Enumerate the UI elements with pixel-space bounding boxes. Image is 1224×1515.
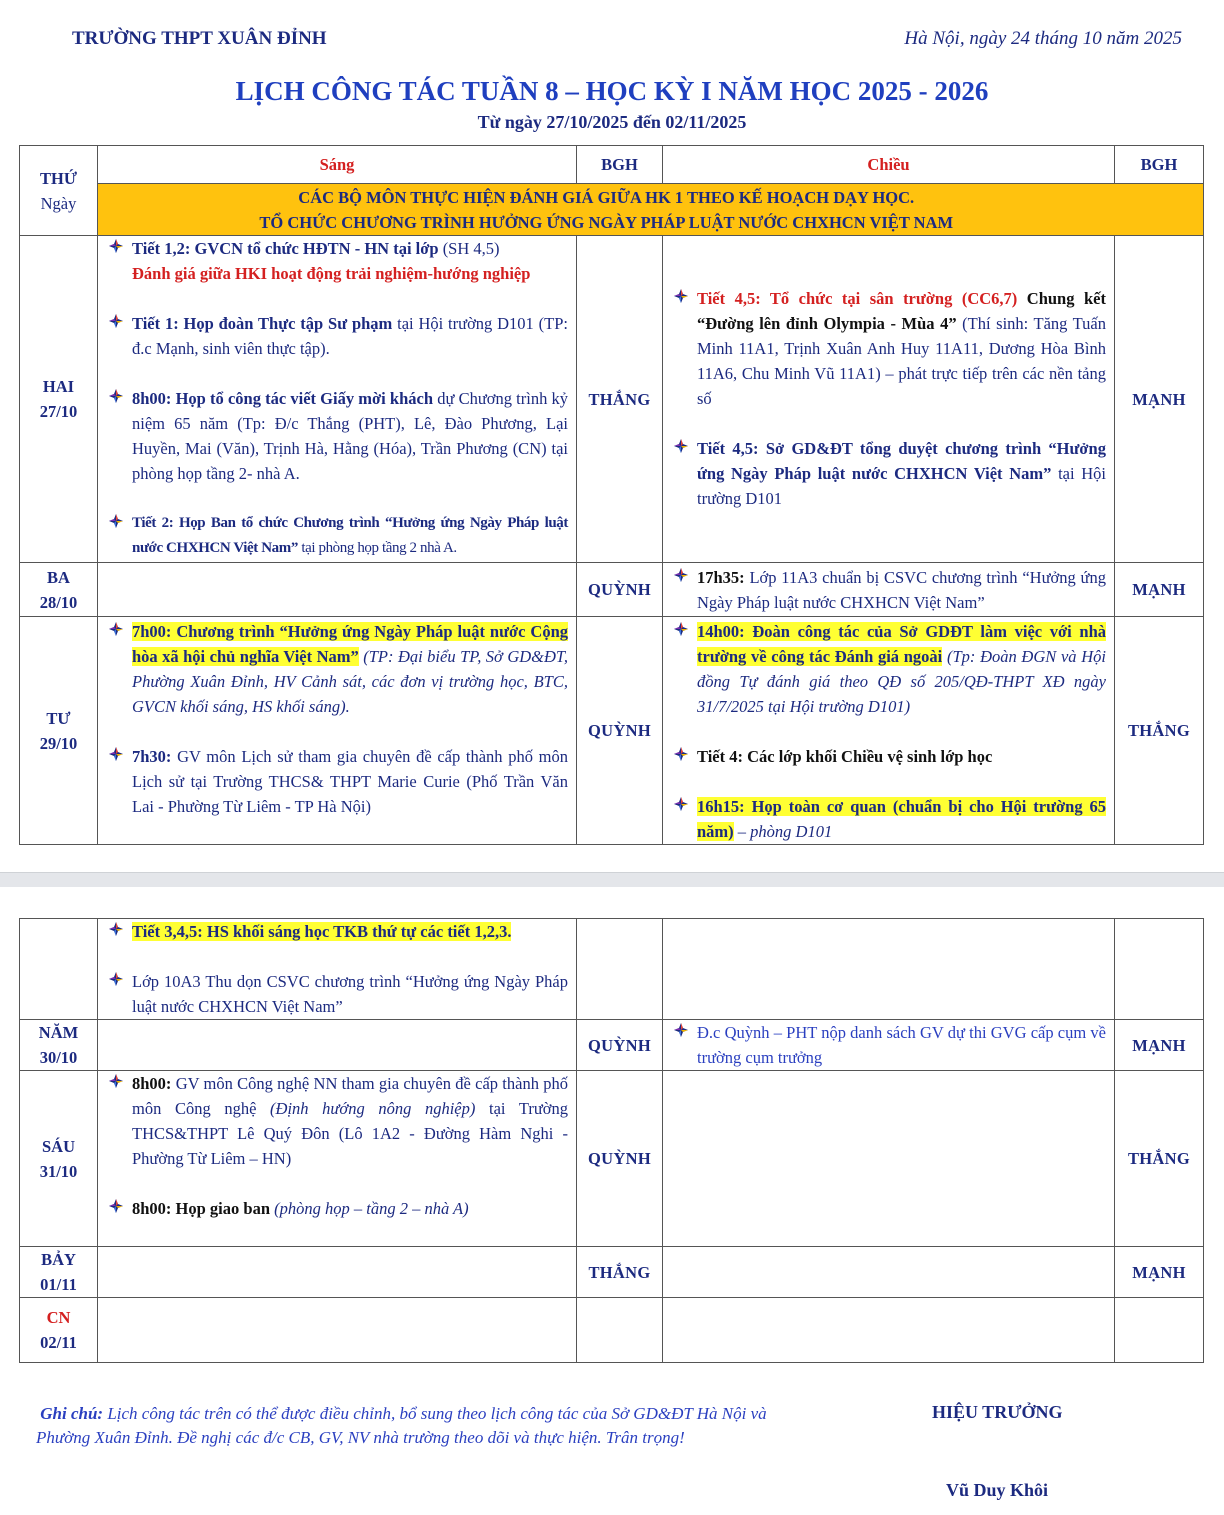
schedule-table-page-1	[19, 145, 1204, 845]
text: 7h00: Chương trình “Hưởng ứng Ngày Pháp luật nước Cộng hòa xã hội chủ nghĩa Việt Nam”	[132, 622, 568, 666]
banner-line-2: TỔ CHỨC CHƯƠNG TRÌNH HƯỞNG ỨNG NGÀY PHÁP LUẬT NƯỚC CHXHCN VIỆT NAM	[259, 212, 954, 232]
pushpin-bullet-icon	[673, 796, 689, 812]
school-name: TRƯỜNG THPT XUÂN ĐỈNH	[72, 28, 327, 49]
text: 17h35:	[697, 568, 745, 587]
ba-chieu-item-1	[663, 565, 1106, 615]
pushpin-bullet-icon	[673, 1022, 689, 1038]
text: GV môn Công nghệ NN tham gia chuyên đề cấp thành phố môn Công nghệ	[132, 1074, 568, 1118]
text: Tiết 1: Họp đoàn Thực tập Sư phạm	[132, 314, 393, 333]
hai-chieu-item-1	[663, 286, 1106, 411]
text: Tiết 4: Các lớp khối Chiều vệ sinh lớp học	[697, 747, 993, 766]
nam-sang	[98, 1020, 577, 1071]
pushpin-bullet-icon	[108, 921, 124, 937]
hai-sang-item-4	[98, 511, 568, 561]
text: dự Chương trình kỷ niệm 65 năm (Tp: Đ/c Thắng (PHT), Lê, Đào Phương, Lại Huyền, Mai (Văn), Trịnh Hà, Hằng (Hóa), Trần Phương (CN) tại phòng họp tầng 2- nhà A.	[132, 389, 569, 483]
header-thu-ngay	[20, 146, 98, 236]
pushpin-bullet-icon	[673, 746, 689, 762]
text: (TP: Đại biểu TP, Sở GD&ĐT, Phường Xuân Đỉnh, HV Cảnh sát, các đơn vị trường học, BTC, GVCN khối sáng, HS khối sáng).	[132, 647, 568, 716]
text: – phòng D101	[733, 822, 833, 841]
cn-bgh-sang	[577, 1298, 663, 1363]
day-name: SÁU	[41, 1136, 75, 1156]
text: Đánh giá giữa HKI hoạt động trải nghiệm-hướng nghiệp	[132, 264, 531, 283]
hai-sang-item-3	[98, 386, 568, 486]
ba-bgh-sang: QUỲNH	[577, 563, 663, 617]
cn-bgh-chieu	[1115, 1298, 1204, 1363]
banner-line-1: CÁC BỘ MÔN THỰC HIỆN ĐÁNH GIÁ GIỮA HK 1 THEO KẾ HOẠCH DẠY HỌC.	[298, 187, 915, 207]
text: 8h00: Họp giao ban	[132, 1199, 270, 1218]
tu-cont-sang	[98, 919, 577, 1020]
header-thu: THỨ	[40, 168, 77, 188]
text: (SH 4,5)	[438, 239, 500, 258]
tu-sang	[98, 617, 577, 845]
note-text: Lịch công tác trên có thể được điều chỉnh, bổ sung theo lịch công tác của Sở GD&ĐT Hà Nội và Phường Xuân Đỉnh. Đề nghị các đ/c CB, GV, NV nhà trường theo dõi và thực hiện. Trân trọng!	[36, 1404, 767, 1447]
day-nam	[20, 1020, 98, 1071]
header-bgh-chieu: BGH	[1115, 146, 1204, 184]
row-ba	[20, 563, 1204, 617]
row-tu	[20, 617, 1204, 845]
header-sang: Sáng	[98, 146, 577, 184]
ba-sang	[98, 563, 577, 617]
text: tại Hội trường D101	[697, 464, 1106, 508]
pushpin-bullet-icon	[108, 313, 124, 329]
pushpin-bullet-icon	[673, 288, 689, 304]
sau-sang	[98, 1071, 577, 1247]
page-subtitle: Từ ngày 27/10/2025 đến 02/11/2025	[477, 112, 747, 132]
text: Tiết 4,5: Tổ chức tại sân trường (CC6,7)	[697, 289, 1018, 308]
row-cn	[20, 1298, 1204, 1363]
pushpin-bullet-icon	[108, 388, 124, 404]
note-label: Ghi chú:	[40, 1404, 104, 1423]
text: Đ.c Quỳnh – PHT nộp danh sách GV dự thi GVG cấp cụm về trường cụm trưởng	[697, 1023, 1106, 1067]
nam-chieu-item-1	[663, 1020, 1106, 1070]
footer-note	[36, 1402, 816, 1450]
pushpin-bullet-icon	[673, 567, 689, 583]
sau-sang-item-2	[98, 1196, 568, 1221]
pushpin-bullet-icon	[108, 971, 124, 987]
text: Lớp 10A3 Thu dọn CSVC chương trình “Hưởng ứng Ngày Pháp luật nước CHXHCN Việt Nam”	[132, 972, 568, 1016]
tu-chieu	[663, 617, 1115, 845]
page-title: LỊCH CÔNG TÁC TUẦN 8 – HỌC KỲ I NĂM HỌC 2025 - 2026	[235, 76, 989, 106]
tu-cont-bgh-sang	[577, 919, 663, 1020]
day-hai	[20, 236, 98, 563]
text: tại Trường THCS&THPT Lê Quý Đôn (Lô 1A2 - Đường Hàm Nghi - Phường Từ Liêm – HN)	[132, 1099, 568, 1168]
tu-chieu-item-1	[663, 619, 1106, 719]
text: 16h15: Họp toàn cơ quan (chuẩn bị cho Hội trường 65 năm)	[697, 797, 1106, 841]
row-nam	[20, 1020, 1204, 1071]
nam-chieu	[663, 1020, 1115, 1071]
cn-sang	[98, 1298, 577, 1363]
header-ngay: Ngày	[40, 193, 77, 213]
text: (Định hướng nông nghiệp)	[270, 1099, 476, 1118]
text: Tiết 2: Họp Ban tổ chức Chương trình “Hưởng ứng Ngày Pháp luật nước CHXHCN Việt Nam”	[132, 515, 568, 556]
hai-chieu-item-2	[663, 436, 1106, 511]
nam-bgh-sang: QUỲNH	[577, 1020, 663, 1071]
text: (Thí sinh: Tăng Tuấn Minh 11A1, Trịnh Xuân Anh Huy 11A11, Dương Hòa Bình 11A6, Chu Minh Vũ 11A1) – phát trực tiếp trên các nền tảng số	[697, 314, 1106, 408]
tu-cont-item-1	[98, 919, 568, 944]
bay-sang	[98, 1247, 577, 1298]
tu-cont-item-2	[98, 969, 568, 1019]
nam-bgh-chieu: MẠNH	[1115, 1020, 1204, 1071]
tu-cont-day	[20, 919, 98, 1020]
day-name: TƯ	[46, 708, 71, 728]
row-bay	[20, 1247, 1204, 1298]
text: (Tp: Đoàn ĐGN và Hội đồng Tự đánh giá theo QĐ số 205/QĐ-THPT XĐ ngày 31/7/2025 tại Hội trường D101)	[697, 647, 1106, 716]
ba-chieu	[663, 563, 1115, 617]
day-date: 31/10	[39, 1161, 78, 1181]
hai-sang-item-2	[98, 311, 568, 361]
pushpin-bullet-icon	[108, 1073, 124, 1089]
text: tại phòng họp tầng 2 nhà A.	[297, 540, 457, 556]
day-name: CN	[46, 1308, 71, 1327]
text: Tiết 4,5: Sở GD&ĐT tổng duyệt chương trình	[697, 439, 1042, 458]
row-hai	[20, 236, 1204, 563]
day-name: BẢY	[41, 1250, 76, 1269]
day-cn	[20, 1298, 98, 1363]
pushpin-bullet-icon	[108, 238, 124, 254]
tu-cont-bgh-chieu	[1115, 919, 1204, 1020]
tu-chieu-item-3	[663, 794, 1106, 844]
day-sau	[20, 1071, 98, 1247]
text: tại Hội trường D101 (TP: đ.c Mạnh, sinh viên thực tập).	[132, 314, 568, 358]
bay-bgh-sang: THẮNG	[577, 1247, 663, 1298]
text: 8h00: Họp tổ công tác viết Giấy mời khách	[132, 389, 434, 408]
bay-chieu	[663, 1247, 1115, 1298]
text: 8h00:	[132, 1074, 172, 1093]
day-date: 28/10	[39, 592, 78, 612]
text: Tiết 3,4,5: HS khối sáng học TKB thứ tự các tiết 1,2,3.	[132, 922, 512, 941]
tu-cont-chieu	[663, 919, 1115, 1020]
tu-bgh-chieu: THẮNG	[1115, 617, 1204, 845]
tu-chieu-item-2	[663, 744, 1106, 769]
sau-bgh-chieu: THẮNG	[1115, 1071, 1204, 1247]
day-date: 30/10	[39, 1048, 78, 1067]
header-chieu: Chiều	[663, 146, 1115, 184]
row-tu-cont	[20, 919, 1204, 1020]
signature-title: HIỆU TRƯỞNG	[932, 1402, 1063, 1422]
ba-bgh-chieu: MẠNH	[1115, 563, 1204, 617]
header-bgh-sang: BGH	[577, 146, 663, 184]
tu-sang-item-1	[98, 619, 568, 719]
day-date: 27/10	[39, 402, 78, 421]
hai-bgh-chieu: MẠNH	[1115, 236, 1204, 563]
day-date: 01/11	[40, 1275, 77, 1294]
pushpin-bullet-icon	[673, 438, 689, 454]
day-name: HAI	[42, 377, 75, 396]
row-sau	[20, 1071, 1204, 1247]
sau-chieu	[663, 1071, 1115, 1247]
text: (phòng họp – tầng 2 – nhà A)	[270, 1199, 469, 1218]
day-name: BA	[47, 567, 70, 587]
text: GV môn Lịch sử tham gia chuyên đề cấp thành phố môn Lịch sử tại Trường THCS& THPT Marie Curie (Phố Trần Văn Lai - Phường Từ Liêm - TP Hà Nội)	[132, 747, 568, 816]
sau-bgh-sang: QUỲNH	[577, 1071, 663, 1247]
text: 7h30:	[132, 747, 172, 766]
pushpin-bullet-icon	[108, 1198, 124, 1214]
signature-name: Vũ Duy Khôi	[946, 1480, 1049, 1500]
bay-bgh-chieu: MẠNH	[1115, 1247, 1204, 1298]
text: Tiết 1,2: GVCN tổ chức HĐTN - HN tại lớp	[132, 239, 439, 258]
tu-sang-item-2	[98, 744, 568, 819]
day-date: 02/11	[40, 1333, 77, 1352]
hai-bgh-sang: THẮNG	[577, 236, 663, 563]
day-date: 29/10	[39, 733, 78, 753]
day-ba	[20, 563, 98, 617]
day-name: NĂM	[38, 1023, 79, 1042]
page-separator	[0, 872, 1224, 887]
day-tu	[20, 617, 98, 845]
cn-chieu	[663, 1298, 1115, 1363]
pushpin-bullet-icon	[108, 746, 124, 762]
text: Chung kết “Đường lên đỉnh Olympia - Mùa 4”	[697, 289, 1106, 333]
schedule-table-page-2	[19, 918, 1204, 1363]
text: “Hưởng ứng Ngày Pháp luật nước CHXHCN Việt Nam”	[697, 439, 1106, 483]
hai-sang	[98, 236, 577, 563]
banner	[98, 184, 1115, 236]
pushpin-bullet-icon	[108, 621, 124, 637]
day-bay	[20, 1247, 98, 1298]
banner-cont	[1115, 184, 1204, 236]
pushpin-bullet-icon	[673, 621, 689, 637]
pushpin-bullet-icon	[108, 513, 124, 529]
text: Lớp 11A3 chuẩn bị CSVC chương trình “Hưởng ứng Ngày Pháp luật nước CHXHCN Việt Nam”	[697, 568, 1106, 612]
place-date: Hà Nội, ngày 24 tháng 10 năm 2025	[904, 28, 1182, 49]
tu-bgh-sang: QUỲNH	[577, 617, 663, 845]
hai-chieu	[663, 236, 1115, 563]
text: 14h00: Đoàn công tác của Sở GDĐT làm việc với nhà trường về công tác Đánh giá ngoài	[697, 622, 1106, 666]
hai-sang-item-1	[98, 236, 568, 286]
sau-sang-item-1	[98, 1071, 568, 1171]
